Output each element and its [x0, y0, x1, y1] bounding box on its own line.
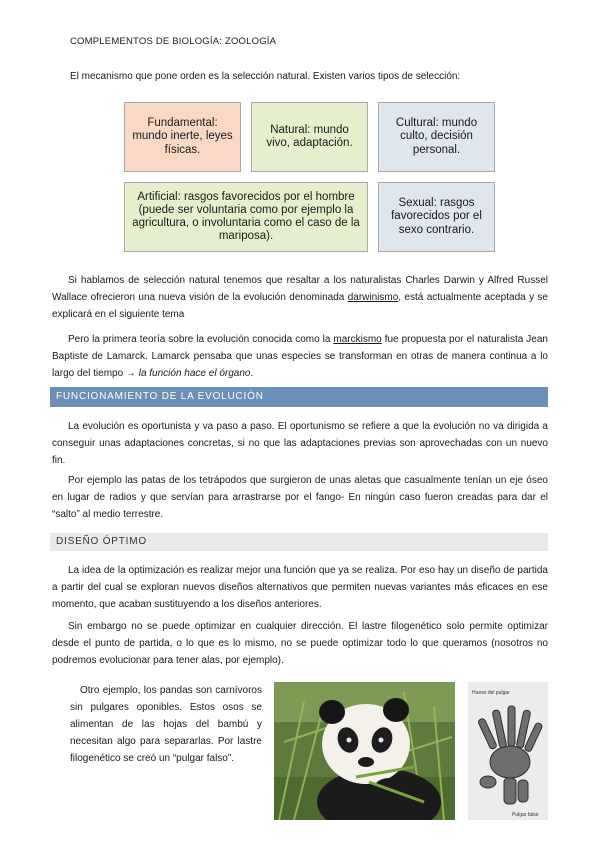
selection-box-text: Natural: mundo vivo, adaptación.	[266, 123, 353, 149]
label-false-thumb: Pulgar falso	[512, 812, 539, 818]
selection-box-text: Cultural: mundo culto, decisión personal.	[395, 117, 478, 156]
panda-hand-bones-image	[468, 682, 548, 820]
text-run: Si hablamos de selección natural tenemos que resaltar a los naturalistas Charles Darwin y Alfred Russel Wallace ofrecieron una nueva visión de la evolución denominada	[52, 275, 548, 303]
selection-box-fundamental	[124, 102, 241, 172]
panda-photo	[274, 682, 455, 820]
selection-box-text: Fundamental: mundo inerte, leyes físicas.	[132, 117, 233, 156]
selection-box-natural	[251, 102, 368, 172]
paragraph-tetrapods: Por ejemplo las patas de los tetrápodos que surgieron de unas aletas que casualmente tenían un eje óseo en lugar de radios y que servían para arrastrarse por el fango- En ningún caso fueron creadas para dar el “salto” al medio terrestre.	[52, 475, 548, 520]
selection-box-cultural	[378, 102, 495, 172]
document-header: COMPLEMENTOS DE BIOLOGÍA: ZOOLOGÍA	[70, 36, 277, 47]
paragraph-optimization: La idea de la optimización es realizar mejor una función que ya se realiza. Por eso hay un diseño de partida a partir del cual se exploran nuevos diseños alternativos que permiten nuevas variantes más eficaces en ese momento, que acaban sustituyendo a los diseños anteriores.	[52, 565, 548, 610]
selection-box-text: Sexual: rasgos favorecidos por el sexo contrario.	[391, 197, 482, 236]
italic-phrase: la función hace el órgano	[138, 368, 251, 379]
selection-box-artificial	[124, 182, 368, 252]
paragraph-phylogenetic-ballast: Sin embargo no se puede optimizar en cualquier dirección. El lastre filogenético solo permite optimizar desde el punto de partida, o lo que es lo mismo, no se puede optimizar todo lo que queramos (nosotros no podremos evolucionar para tener alas, por ejemplo).	[52, 621, 548, 666]
section-heading-evolution: FUNCIONAMIENTO DE LA EVOLUCIÓN	[50, 387, 548, 407]
selection-box-sexual	[378, 182, 495, 252]
selection-box-text: Artificial: rasgos favorecidos por el hombre (puede ser voluntaria como por ejemplo la agricultura, o involuntaria como el caso de la mariposa).	[132, 190, 360, 243]
text-run: .	[250, 368, 254, 379]
intro-text: El mecanismo que pone orden es la selección natural. Existen varios tipos de selección:	[70, 71, 461, 82]
text-run: fue propuesta por el naturalista Jean Baptiste de Lamarck. Lamarck pensaba que unas especies se transforman en otras de manera continua a lo largo del tiempo →	[52, 334, 548, 379]
term-lamarckismo: marckismo	[333, 334, 382, 345]
label-bone-top: Hueso del pulgar	[472, 690, 510, 696]
paragraph-darwin	[52, 272, 548, 323]
term-darwinismo: darwinismo	[347, 292, 399, 303]
section-heading-optimal-design: DISEÑO ÓPTIMO	[50, 533, 548, 551]
text-run: , está actualmente aceptada y se explicará en el siguiente tema	[52, 292, 548, 320]
text-run: Pero la primera teoría sobre la evolución conocida como la	[68, 334, 334, 345]
paragraph-opportunism: La evolución es oportunista y va paso a paso. El oportunismo se refiere a que la evolución no va dirigida a conseguir unas adaptaciones concretas, si no que las adaptaciones previas son aprovechadas con un nuevo fin.	[52, 421, 548, 466]
paragraph-lamarck	[52, 331, 548, 382]
paragraph-panda: Otro ejemplo, los pandas son carnívoros sin pulgares oponibles. Estos osos se alimentan de las hojas del bambú y necesitan algo para separarlas. Por lastre filogenético se creó un “pulgar falso”.	[70, 685, 262, 764]
